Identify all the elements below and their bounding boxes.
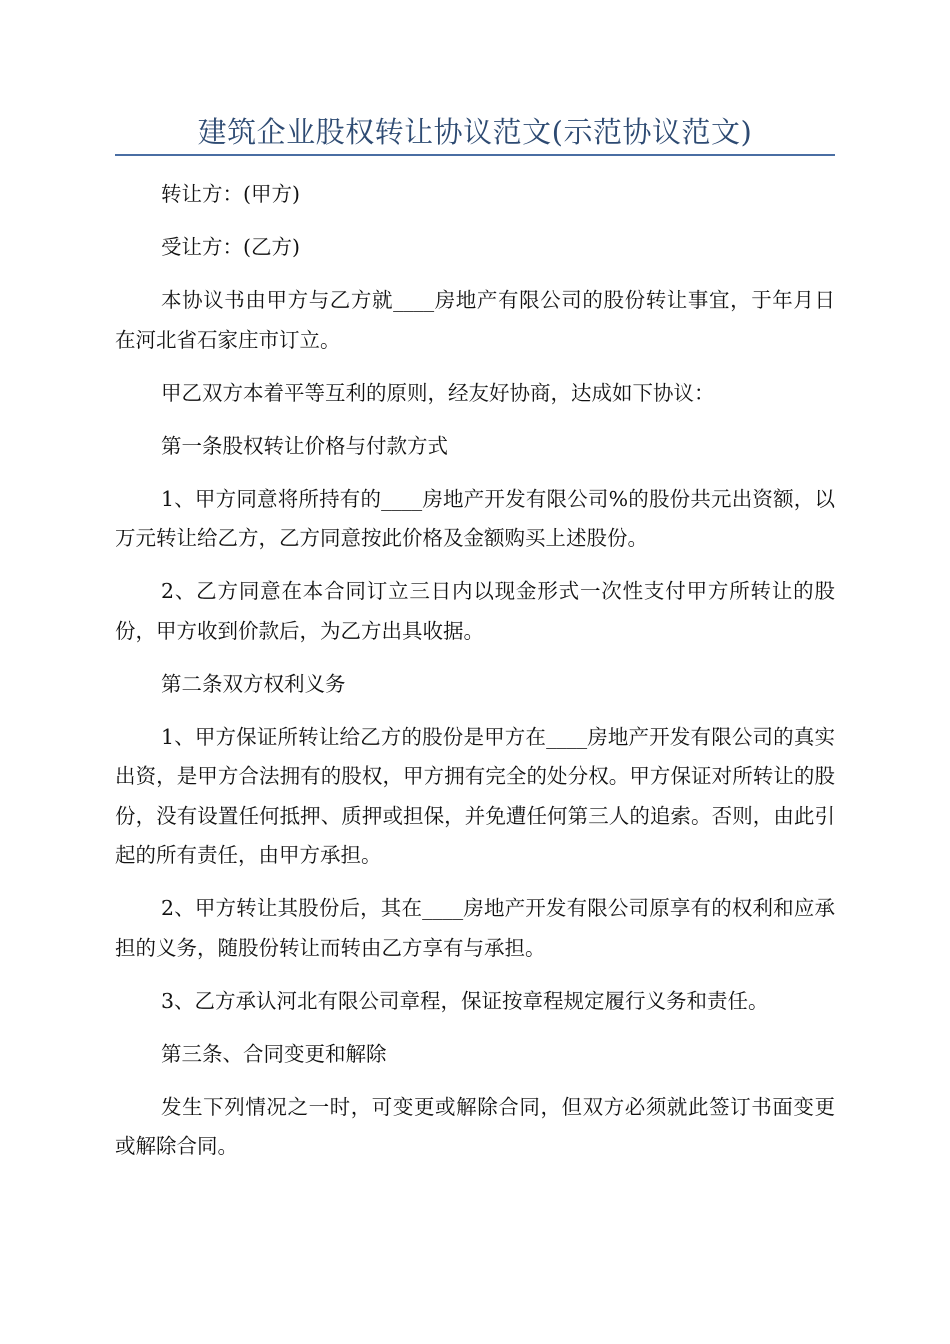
paragraph-transferor: 转让方：(甲方) — [161, 182, 300, 206]
paragraph-intro: 本协议书由甲方与乙方就____房地产有限公司的股份转让事宜，于年月日在河北省石家庄市订立。 — [115, 288, 835, 352]
document-title: 建筑企业股权转让协议范文(示范协议范文) — [197, 115, 753, 149]
clause-3-intro: 发生下列情况之一时，可变更或解除合同，但双方必须就此签订书面变更或解除合同。 — [115, 1094, 835, 1158]
document-body — [115, 175, 835, 1180]
clause-2-2: 2、甲方转让其股份后，其在____房地产开发有限公司原享有的权利和应承担的义务，随股份转让而转由乙方享有与承担。 — [115, 896, 835, 960]
section-heading-1: 第一条股权转让价格与付款方式 — [161, 433, 448, 458]
section-heading-3: 第三条、合同变更和解除 — [161, 1041, 387, 1066]
title-underline — [115, 154, 835, 156]
clause-2-3: 3、乙方承认河北有限公司章程，保证按章程规定履行义务和责任。 — [161, 988, 769, 1013]
paragraph-principle: 甲乙双方本着平等互利的原则，经友好协商，达成如下协议： — [161, 380, 715, 405]
clause-2-1: 1、甲方保证所转让给乙方的股份是甲方在____房地产开发有限公司的真实出资，是甲方合法拥有的股权，甲方拥有完全的处分权。甲方保证对所转让的股份，没有设置任何抵押、质押或担保，并免遭任何第三人的追索。否则，由此引起的所有责任，由甲方承担。 — [115, 724, 835, 867]
section-heading-2: 第二条双方权利义务 — [161, 671, 346, 696]
clause-1-1: 1、甲方同意将所持有的____房地产开发有限公司%的股份共元出资额，以万元转让给乙方，乙方同意按此价格及金额购买上述股份。 — [115, 486, 835, 550]
paragraph-transferee: 受让方：(乙方) — [161, 235, 300, 259]
clause-1-2: 2、乙方同意在本合同订立三日内以现金形式一次性支付甲方所转让的股份，甲方收到价款后，为乙方出具收据。 — [115, 579, 835, 643]
